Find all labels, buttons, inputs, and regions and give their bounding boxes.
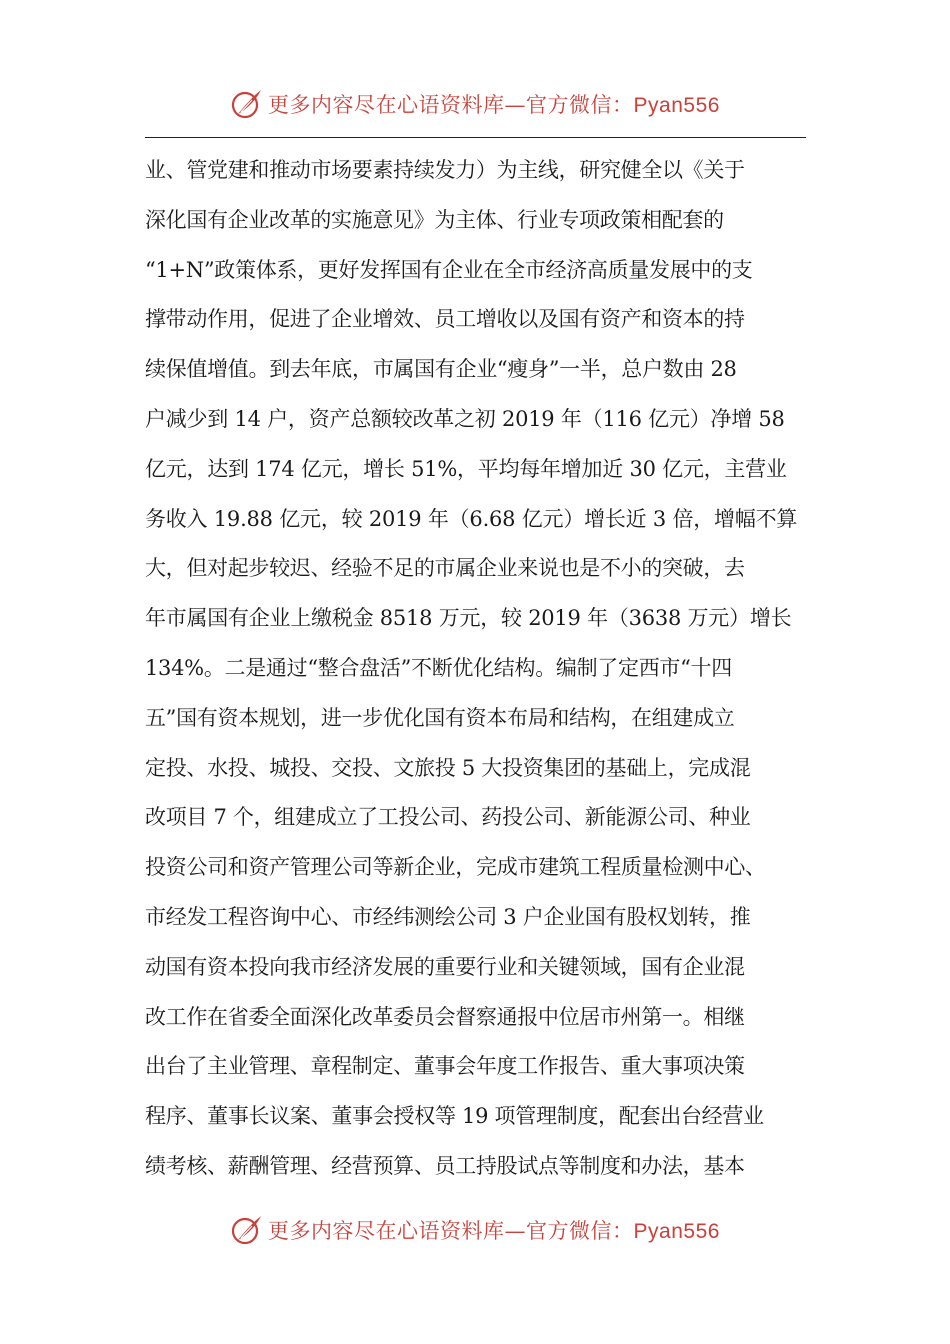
body-text-line: “1+N”政策体系，更好发挥国有企业在全市经济高质量发展中的支 [145,257,753,282]
body-text-line: 定投、水投、城投、交投、文旅投 5 大投资集团的基础上，完成混 [145,755,751,780]
body-text-line: 五”国有资本规划，进一步优化国有资本布局和结构，在组建成立 [145,705,735,730]
body-text-line: 市经发工程咨询中心、市经纬测绘公司 3 户企业国有股权划转，推 [145,904,751,929]
footer-banner-wechat: Pyan556 [633,1220,720,1243]
header-banner-text [268,89,720,119]
document-body [145,146,815,1192]
body-text-line: 业、管党建和推动市场要素持续发力）为主线，研究健全以《关于 [145,158,745,182]
body-text-line: 投资公司和资产管理公司等新企业，完成市建筑工程质量检测中心、 [145,855,766,880]
header-banner-main: 更多内容尽在心语资料库—官方微信： [268,93,634,117]
body-text-line: 深化国有企业改革的实施意见》为主体、行业专项政策相配套的 [145,207,724,232]
body-text-line: 续保值增值。到去年底，市属国有企业“瘦身”一半，总户数由 28 [145,357,737,382]
header-banner-wechat: Pyan556 [633,94,720,117]
body-text-line: 出台了主业管理、章程制定、董事会年度工作报告、重大事项决策 [145,1054,745,1079]
body-text-line: 134%。二是通过“整合盘活”不断优化结构。编制了定西市“十四 [145,655,732,680]
body-text-line: 大，但对起步较迟、经验不足的市属企业来说也是不小的突破，去 [145,556,745,581]
body-text-line: 绩考核、薪酬管理、经营预算、员工持股试点等制度和办法，基本 [145,1153,745,1178]
body-text-line: 年市属国有企业上缴税金 8518 万元，较 2019 年（3638 万元）增长 [145,606,792,631]
quill-logo-icon [230,87,264,121]
body-text-line: 户减少到 14 户，资产总额较改革之初 2019 年（116 亿元）净增 58 [145,406,785,431]
quill-logo-icon [230,1213,264,1247]
body-text-line: 改工作在省委全面深化改革委员会督察通报中位居市州第一。相继 [145,1004,745,1029]
body-text-line: 亿元，达到 174 亿元，增长 51%，平均每年增加近 30 亿元，主营业 [145,456,787,481]
body-text-line: 改项目 7 个，组建成立了工投公司、药投公司、新能源公司、种业 [145,805,751,830]
body-text-line: 程序、董事长议案、董事会授权等 19 项管理制度，配套出台经营业 [145,1104,764,1129]
footer-banner-main: 更多内容尽在心语资料库—官方微信： [268,1219,634,1243]
header-banner [0,84,950,124]
body-text-line: 动国有资本投向我市经济发展的重要行业和关键领域，国有企业混 [145,954,745,979]
footer-banner [0,1210,950,1250]
footer-banner-text [268,1215,720,1245]
body-text-line: 撑带动作用，促进了企业增效、员工增收以及国有资产和资本的持 [145,307,745,332]
header-divider [145,137,806,138]
body-text-line: 务收入 19.88 亿元，较 2019 年（6.68 亿元）增长近 3 倍，增幅不算 [145,506,798,531]
